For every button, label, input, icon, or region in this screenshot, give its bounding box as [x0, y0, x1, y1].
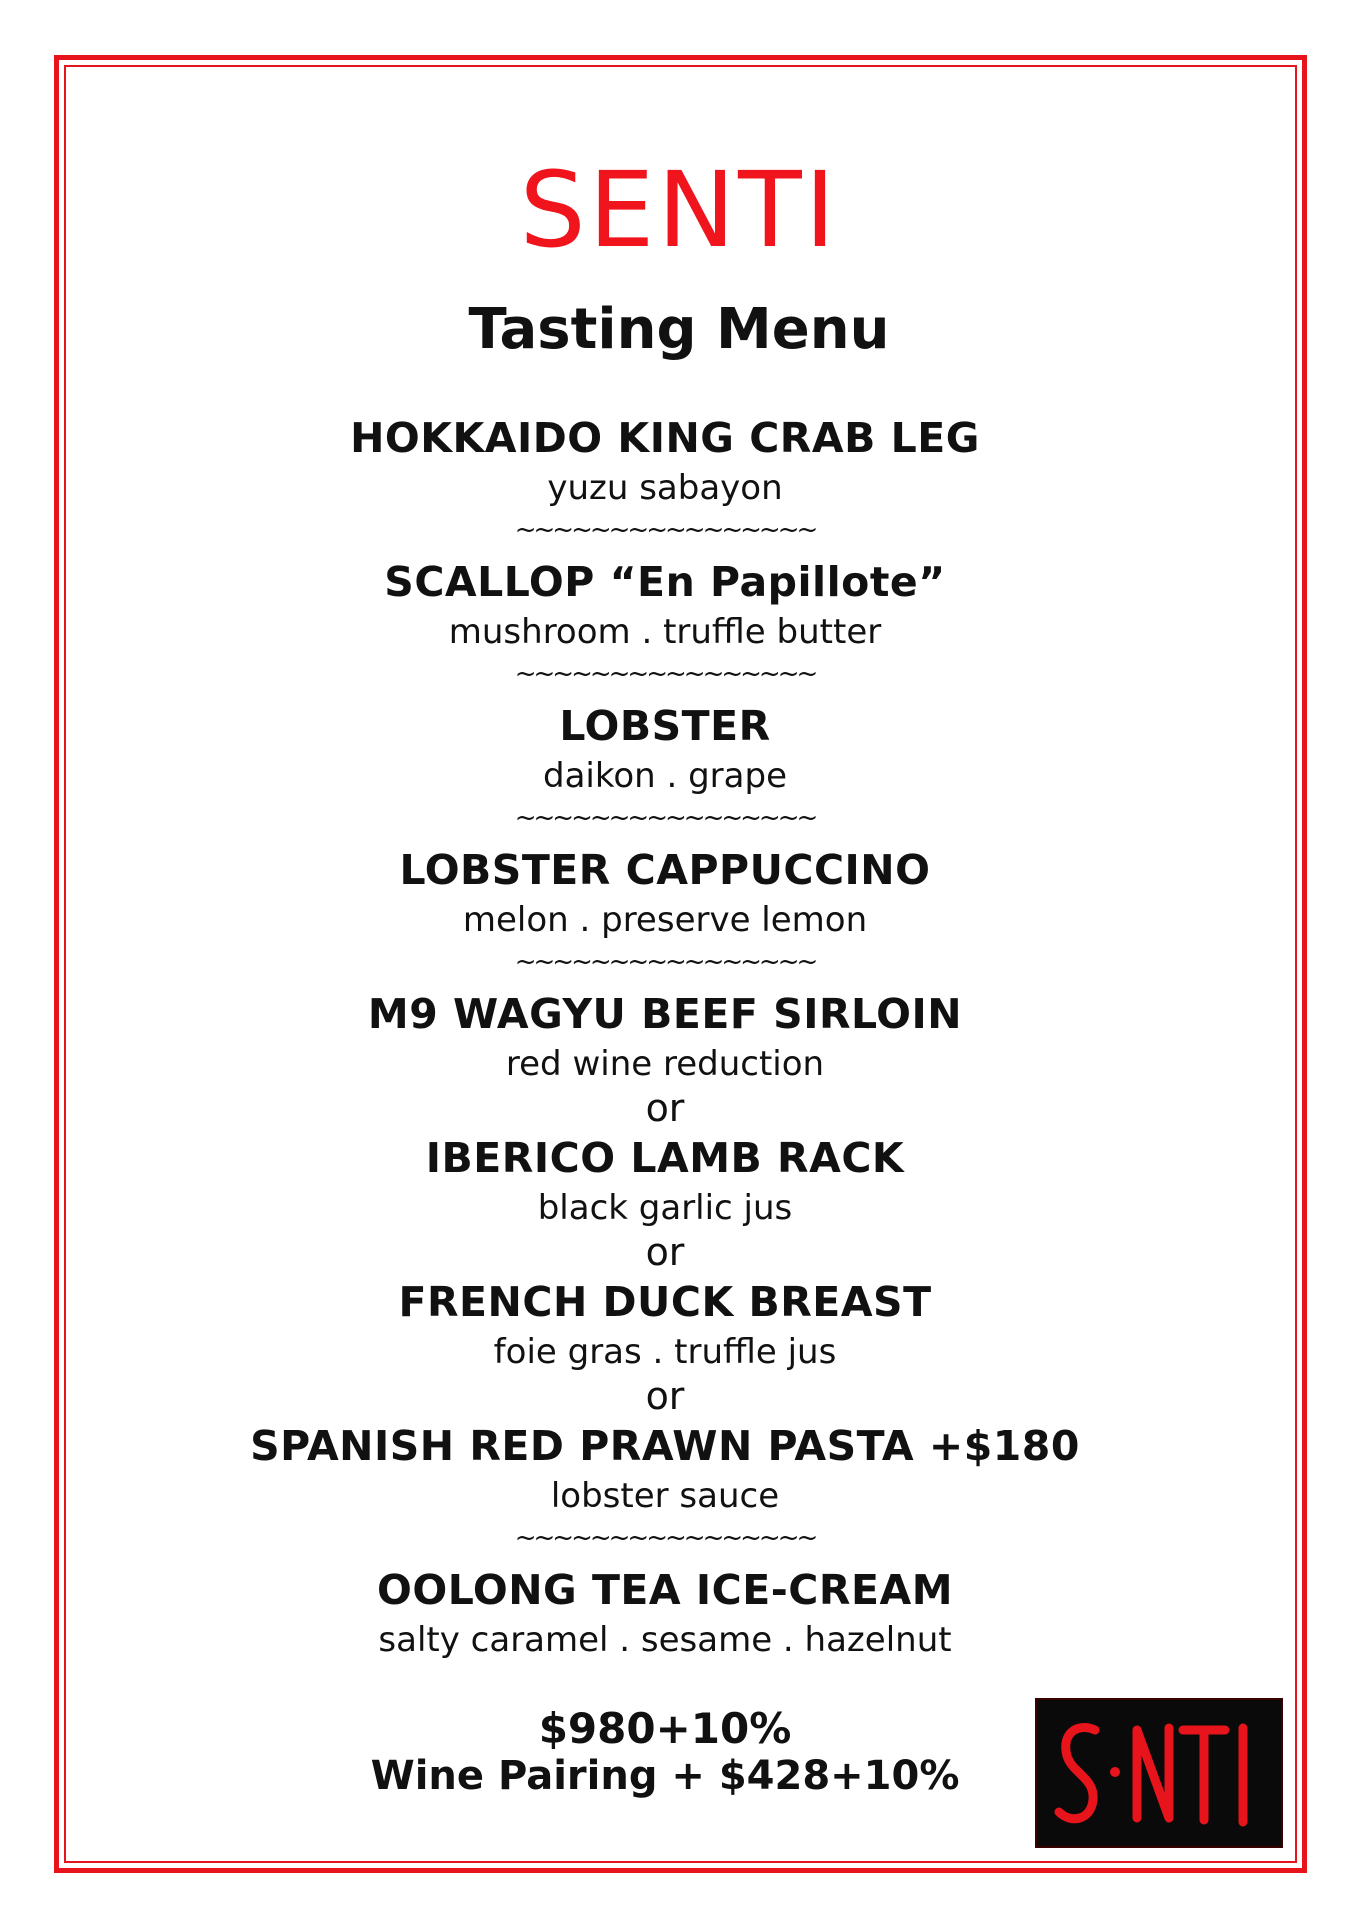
main-choice-description: black garlic jus [537, 1188, 793, 1228]
dish-description: salty caramel . sesame . hazelnut [378, 1620, 952, 1660]
dish-description: yuzu sabayon [547, 468, 783, 508]
dish-name: HOKKAIDO KING CRAB LEG [350, 414, 980, 462]
course-list [0, 410, 1330, 1662]
course-separator: ~~~~~~~~~~~~~~~~ [514, 803, 816, 833]
dish-name: LOBSTER [559, 702, 771, 750]
menu-price: $980+10% [538, 1704, 792, 1753]
wine-pairing-price: Wine Pairing + $428+10% [370, 1753, 960, 1799]
main-choice-description: foie gras . truffle jus [493, 1332, 837, 1372]
course-separator: ~~~~~~~~~~~~~~~~ [514, 659, 816, 689]
main-choice-name: M9 WAGYU BEEF SIRLOIN [367, 990, 963, 1038]
main-choice-name: FRENCH DUCK BREAST [398, 1278, 932, 1326]
senti-logo [1035, 1698, 1283, 1848]
or-divider: or [645, 1086, 685, 1130]
dish-name: OOLONG TEA ICE-CREAM [376, 1566, 953, 1614]
course-separator: ~~~~~~~~~~~~~~~~ [514, 1523, 816, 1553]
dish-name: LOBSTER CAPPUCCINO [399, 846, 931, 894]
dish-description: mushroom . truffle butter [448, 612, 882, 652]
course-separator: ~~~~~~~~~~~~~~~~ [514, 515, 816, 545]
or-divider: or [645, 1374, 685, 1418]
dish-description: melon . preserve lemon [462, 900, 868, 940]
course-separator: ~~~~~~~~~~~~~~~~ [514, 947, 816, 977]
restaurant-name: SENTI [519, 149, 839, 271]
main-choice-name: IBERICO LAMB RACK [425, 1134, 905, 1182]
main-choice-name: SPANISH RED PRAWN PASTA +$180 [250, 1422, 1080, 1470]
main-choice-description: lobster sauce [550, 1476, 780, 1516]
menu-title: Tasting Menu [468, 297, 890, 362]
dish-name: SCALLOP “En Papillote” [384, 558, 946, 606]
or-divider: or [645, 1230, 685, 1274]
dish-description: daikon . grape [542, 756, 787, 796]
main-choice-description: red wine reduction [505, 1044, 825, 1084]
senti-logo-mark [1037, 1700, 1281, 1846]
